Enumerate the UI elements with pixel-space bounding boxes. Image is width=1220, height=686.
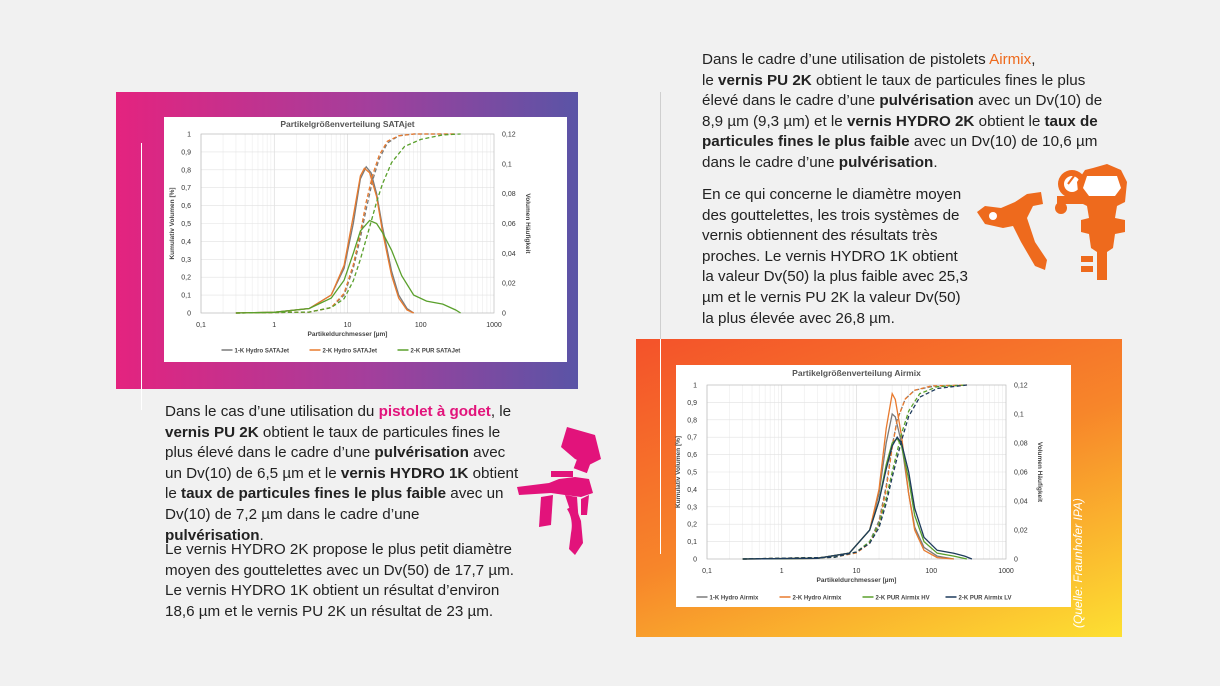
y2-tick-label: 0,06 (502, 221, 516, 228)
spray-gun-cup-icon (515, 425, 615, 560)
y-tick-label: 0,5 (687, 469, 697, 477)
y-tick-label: 0,4 (687, 486, 697, 494)
divider-line-left (141, 143, 142, 410)
y-tick-label: 0,5 (181, 221, 191, 228)
y-tick-label: 0,7 (181, 185, 191, 193)
y2-tick-label: 0 (1014, 556, 1018, 564)
text-span: obtient le (974, 112, 1045, 130)
chart-satajet (164, 117, 567, 362)
y2-tick-label: 0,12 (1014, 382, 1028, 390)
y2-tick-label: 0,08 (1014, 440, 1028, 448)
y-tick-label: 0,1 (181, 292, 191, 300)
y2-tick-label: 0 (502, 310, 506, 318)
text-span: obtient le (165, 464, 519, 503)
brand-airmix: Airmix (989, 51, 1032, 68)
y2-axis-label: Volumen Häufigkeit (1036, 441, 1043, 503)
chart-title: Partikelgrößenverteilung Airmix (792, 368, 921, 378)
text-airmix-dv50 (702, 185, 972, 329)
y-tick-label: 0 (187, 310, 191, 318)
y-tick-label: 0,2 (181, 274, 191, 282)
text-span: obtient le taux de particules fines le plus élevé dans le cadre d’une (165, 423, 501, 462)
legend-label: 2-K PUR Airmix HV (875, 595, 930, 602)
divider-line-top-right (660, 92, 661, 339)
y-tick-label: 0,6 (181, 203, 191, 211)
series-frequency-line (236, 167, 414, 313)
bold-span: vernis HYDRO 1K (340, 464, 469, 482)
divider-line-right (660, 339, 661, 554)
y-tick-label: 0,4 (181, 238, 191, 246)
text-span: avec un Dv(10) de 10,6 µm dans le cadre d’une (702, 133, 1098, 171)
y2-tick-label: 0,04 (1014, 498, 1028, 506)
brand-pistolet-godet: pistolet à godet (378, 403, 491, 420)
y-tick-label: 0,7 (687, 434, 697, 442)
legend-label: 2-K Hydro SATAJet (322, 348, 377, 355)
y2-axis-label: Volumen Häufigkeit (524, 193, 531, 254)
series-frequency-line (743, 437, 972, 559)
text-span: , le (490, 403, 512, 420)
text-span: . (259, 526, 264, 544)
y-tick-label: 0,8 (181, 167, 191, 175)
text-cup-gun-summary (165, 402, 522, 546)
x-tick-label: 0,1 (702, 568, 712, 575)
x-axis-label: Partikeldurchmesser [µm] (307, 331, 388, 338)
x-tick-label: 0,1 (196, 322, 206, 329)
paragraph-cup-gun-dv50: Le vernis HYDRO 2K propose le plus petit diamètre moyen des gouttelettes avec un Dv(50) de 17,7 µm. Le vernis HYDRO 1K obtient un résultat d’environ 18,6 µm et le vernis PU 2K un résultat de 23 µm. (165, 541, 514, 620)
text-cup-gun-dv50 (165, 540, 527, 622)
x-tick-label: 100 (925, 568, 938, 575)
y-tick-label: 0,2 (687, 521, 697, 529)
paragraph-airmix-dv50: En ce qui concerne le diamètre moyen des gouttelettes, les trois systèmes de vernis obtiennent des résultats très proches. Le vernis HYDRO 1K obtient la valeur Dv(50) la plus faible avec 25,3 µm et le vernis PU 2K la valeur Dv(50) la plus élevée avec 26,8 µm. (702, 186, 968, 327)
y-tick-label: 0,3 (181, 256, 191, 264)
y2-tick-label: 0,02 (502, 280, 516, 288)
y-tick-label: 1 (187, 131, 191, 139)
legend-label: 1-K Hydro SATAJet (234, 348, 289, 355)
x-axis-label: Partikeldurchmesser [µm] (816, 577, 897, 584)
bold-span: vernis PU 2K (718, 71, 812, 89)
bold-span: pulvérisation (879, 92, 974, 110)
y-axis-label: Kumulativ Volumen [%] (169, 187, 176, 260)
y-tick-label: 0,6 (687, 452, 697, 460)
y2-tick-label: 0,1 (1014, 411, 1024, 419)
text-span: avec un Dv(10) de 6,5 µm et le (165, 444, 506, 482)
legend-label: 2-K Hydro Airmix (792, 595, 842, 602)
chart-airmix (676, 365, 1071, 607)
text-span: le (702, 71, 719, 89)
legend-label: 2-K PUR Airmix LV (958, 595, 1012, 602)
x-tick-label: 1000 (486, 322, 502, 329)
text-span: Dans le cas d’une utilisation du (165, 403, 379, 420)
series-frequency-line (743, 439, 967, 559)
source-credit: (Quelle: Fraunhofer IPA) (1071, 498, 1085, 628)
x-tick-label: 1000 (998, 568, 1014, 575)
text-span: , (1031, 51, 1036, 68)
text-span: obtient le taux de particules fines le plus élevé dans le cadre d’une (702, 71, 1086, 110)
y2-tick-label: 0,1 (502, 161, 512, 169)
paragraph-cup-gun-fines (165, 402, 522, 546)
y2-tick-label: 0,02 (1014, 527, 1028, 535)
chart-title: Partikelgrößenverteilung SATAjet (280, 119, 415, 129)
y-tick-label: 0,3 (687, 504, 697, 512)
y2-tick-label: 0,06 (1014, 469, 1028, 477)
legend-label: 2-K PUR SATAJet (410, 348, 461, 355)
legend-label: 1-K Hydro Airmix (709, 595, 759, 602)
text-span: avec un Dv(10) de 8,9 µm (9,3 µm) et le (702, 92, 1103, 130)
y-tick-label: 1 (693, 382, 697, 390)
chart-card-airmix (676, 365, 1071, 607)
y2-tick-label: 0,08 (502, 191, 516, 199)
text-span: . (933, 153, 938, 171)
text-airmix-summary (702, 50, 1107, 174)
y-tick-label: 0 (693, 556, 697, 564)
y2-tick-label: 0,04 (502, 250, 516, 258)
y-tick-label: 0,1 (687, 539, 697, 547)
bold-span: vernis PU 2K (165, 423, 259, 441)
series-frequency-line (236, 221, 461, 314)
x-tick-label: 1 (779, 568, 784, 575)
bold-span: taux de particules fines le plus faible (181, 485, 447, 503)
bold-span: pulvérisation (165, 526, 260, 544)
bold-span: pulvérisation (374, 444, 469, 462)
x-tick-label: 10 (852, 568, 861, 575)
chart-card-satajet (164, 117, 567, 362)
y-tick-label: 0,9 (687, 399, 697, 407)
text-span: Dans le cadre d’une utilisation de pistolets (702, 51, 990, 68)
bold-span: taux de particules fines le plus faible (702, 112, 1098, 151)
bold-span: pulvérisation (838, 153, 934, 171)
x-tick-label: 10 (343, 322, 352, 329)
y-axis-label: Kumulativ Volumen [%] (675, 435, 682, 509)
paragraph-airmix-fines (702, 50, 1107, 174)
x-tick-label: 100 (414, 322, 427, 329)
airmix-gun-pump-icon (975, 162, 1135, 287)
y-tick-label: 0,9 (181, 149, 191, 157)
y2-tick-label: 0,12 (502, 131, 516, 139)
text-span: avec un Dv(10) de 7,2 µm dans le cadre d’une (165, 485, 504, 523)
bold-span: vernis HYDRO 2K (846, 112, 975, 130)
x-tick-label: 1 (272, 322, 277, 329)
y-tick-label: 0,8 (687, 417, 697, 425)
